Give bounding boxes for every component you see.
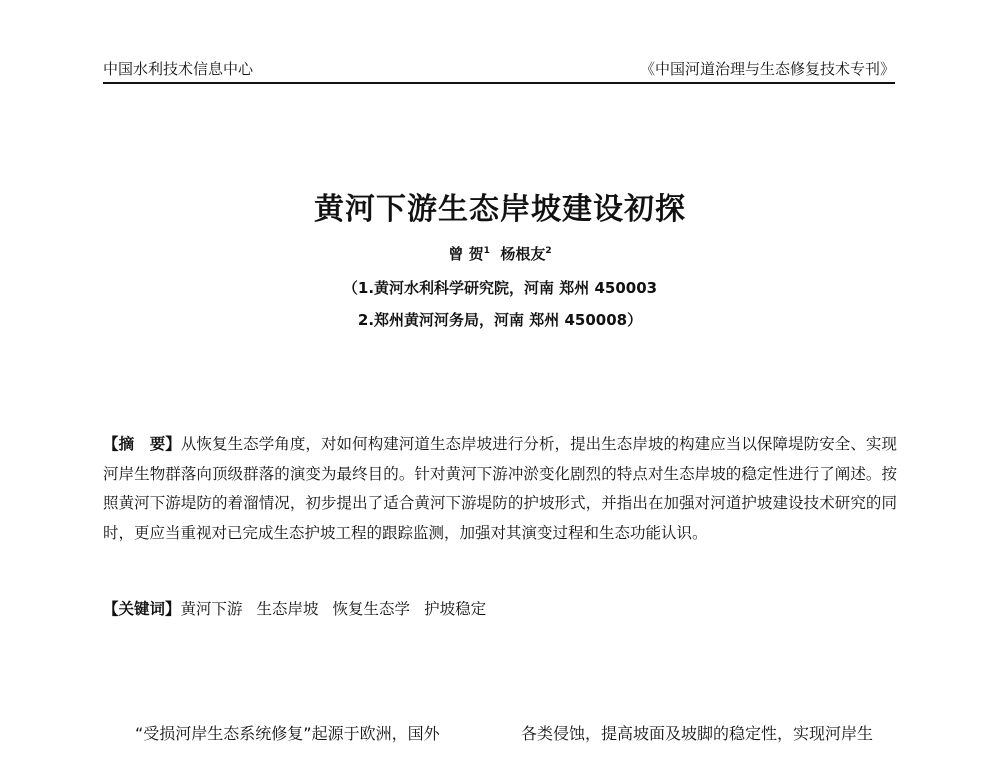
affiliation-2: 2.郑州黄河河务局，河南 郑州 450008） (357, 311, 643, 329)
author-line (0, 244, 1000, 264)
paper-title: 黄河下游生态岸坡建设初探 (314, 192, 686, 227)
abstract (103, 430, 897, 548)
keyword-item: 黄河下游 (180, 600, 243, 618)
author-affil-mark: 1 (483, 246, 490, 256)
keywords-label: 【关键词】 (103, 600, 181, 618)
author-name: 杨根友 (500, 245, 546, 263)
body-right-column: 各类侵蚀，提高坡面及坡脚的稳定性，实现河岸生 (521, 724, 874, 743)
body-left-column: “受损河岸生态系统修复”起源于欧洲，国外 (135, 724, 440, 743)
abstract-label: 【摘 要】 (103, 435, 181, 453)
keyword-item: 恢复生态学 (332, 600, 411, 618)
keyword-item: 生态岸坡 (256, 600, 319, 618)
header-publisher: 中国水利技术信息中心 (103, 60, 254, 78)
header-journal: 《中国河道治理与生态修复技术专刊》 (639, 60, 895, 78)
keyword-item: 护坡稳定 (424, 600, 487, 618)
author-affil-mark: 2 (545, 246, 552, 256)
abstract-text: 从恢复生态学角度，对如何构建河道生态岸坡进行分析，提出生态岸坡的构建应当以保障堤防安全、实现河岸生物群落向顶级群落的演变为最终目的。针对黄河下游冲淤变化剧烈的特点对生态岸坡的稳定性进行了阐述。按照黄河下游堤防的着溜情况，初步提出了适合黄河下游堤防的护坡形式，并指出在加强对河道护坡建设技术研究的同时，更应当重视对已完成生态护坡工程的跟踪监测，加强对其演变过程和生态功能认识。 (103, 435, 897, 542)
affiliation-1: （1.黄河水利科学研究院，河南 郑州 450003 (342, 279, 658, 297)
running-header (103, 58, 895, 84)
keywords (103, 595, 897, 625)
author-name: 曾 贺 (448, 245, 484, 263)
